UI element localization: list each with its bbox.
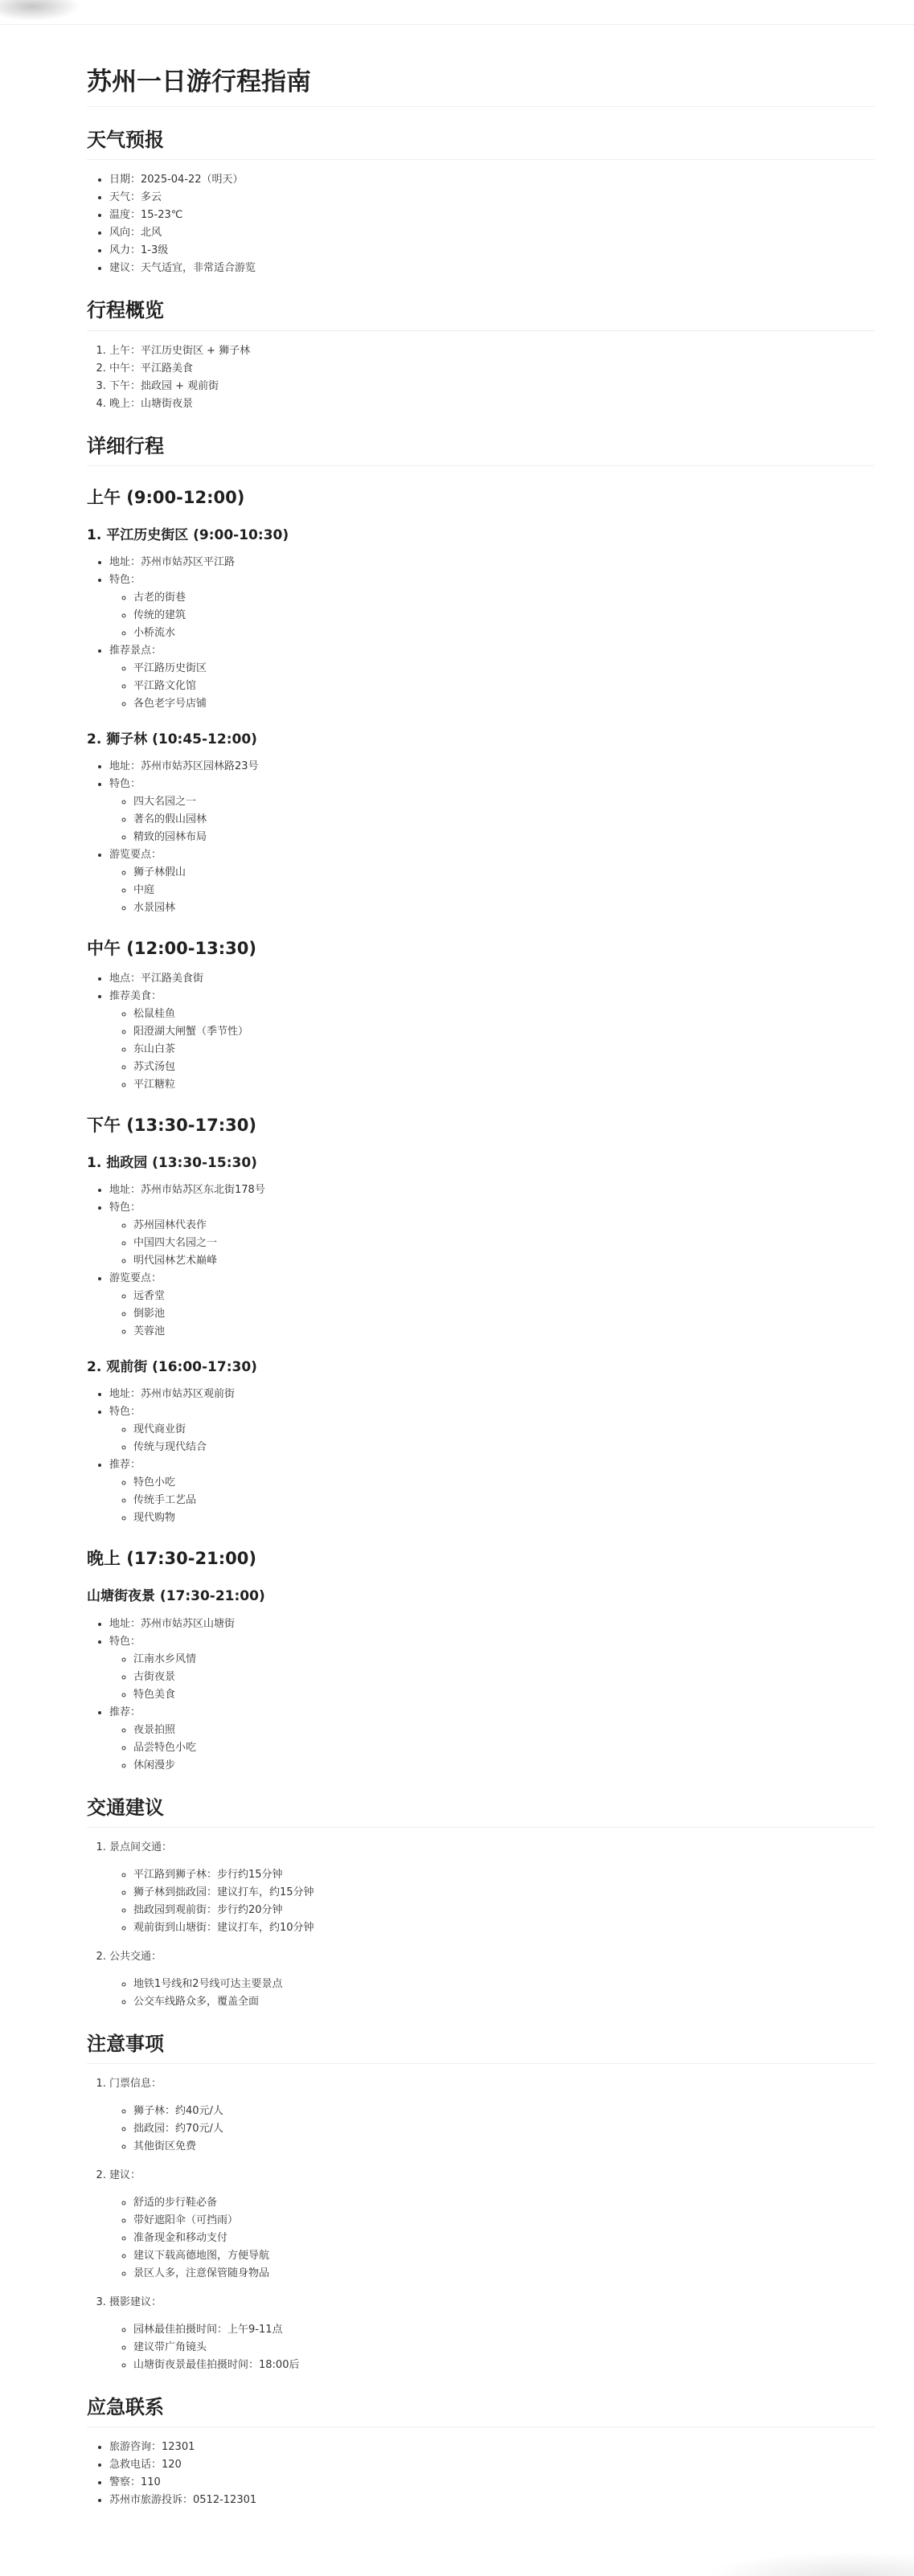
list-item: ◦ 四大名园之一 xyxy=(133,793,875,811)
contacts-heading: 应急联系 xyxy=(87,2395,875,2427)
list-item: ◦ 精致的园林布局 xyxy=(133,829,875,846)
spot-list-shantang xyxy=(87,1616,875,1775)
top-bar xyxy=(0,0,914,25)
spot-heading-humble-garden: 1. 拙政园 (13:30-15:30) xyxy=(87,1154,257,1171)
overview-list xyxy=(87,342,875,413)
list-item: ◦ 带好遮阳伞（可挡雨） xyxy=(133,2212,875,2230)
list-item: ◦ 准备现金和移动支付 xyxy=(133,2230,875,2247)
list-item: • 地址：苏州市姑苏区山塘街 xyxy=(109,1616,875,1633)
list-item: • 急救电话：120 xyxy=(109,2456,875,2474)
list-item: • 游览要点： ◦ 狮子林假山 ◦ 中庭 ◦ 水景园林 xyxy=(109,846,875,917)
list-item: • 特色： ◦ 苏州园林代表作 ◦ 中国四大名园之一 ◦ 明代园林艺术巅峰 xyxy=(109,1199,875,1270)
spot-list-lion-grove xyxy=(87,758,875,917)
list-item: • 地址：苏州市姑苏区园林路23号 xyxy=(109,758,875,776)
list-item: • 警察：110 xyxy=(109,2474,875,2492)
spot-heading-guanqian: 2. 观前街 (16:00-17:30) xyxy=(87,1359,257,1376)
list-item: • 地址：苏州市姑苏区东北街178号 xyxy=(109,1182,875,1199)
noon-heading: 中午 (12:00-13:30) xyxy=(87,939,256,959)
list-item: • 风力：1-3级 xyxy=(109,242,875,260)
list-item: ◦ 江南水乡风情 xyxy=(133,1651,875,1669)
list-item: 3. 下午：拙政园 + 观前街 xyxy=(109,378,875,395)
list-item: • 特色： ◦ 四大名园之一 ◦ 著名的假山园林 ◦ 精致的园林布局 xyxy=(109,776,875,846)
list-item: ◦ 品尝特色小吃 xyxy=(133,1739,875,1757)
weather-heading: 天气预报 xyxy=(87,128,875,160)
list-item: 2. 建议： ◦ 舒适的步行鞋必备 ◦ 带好遮阳伞（可挡雨） ◦ 准备现金和移动支付 ◦ 建议下载高德地图，方便导航 ◦ 景区人多，注意保管随身物品 xyxy=(109,2167,875,2283)
list-item: • 地点：平江路美食街 xyxy=(109,970,875,988)
list-item: ◦ 传统的建筑 xyxy=(133,607,875,625)
list-item: ◦ 观前街到山塘街：建议打车，约10分钟 xyxy=(133,1919,875,1937)
details-heading: 详细行程 xyxy=(87,434,875,466)
spot-heading-shantang: 山塘街夜景 (17:30-21:00) xyxy=(87,1588,265,1605)
list-item: • 推荐景点： ◦ 平江路历史街区 ◦ 平江路文化馆 ◦ 各色老字号店铺 xyxy=(109,642,875,713)
notes-heading: 注意事项 xyxy=(87,2032,875,2064)
list-item: ◦ 其他街区免费 xyxy=(133,2138,875,2156)
list-item: ◦ 传统与现代结合 xyxy=(133,1439,875,1456)
morning-heading: 上午 (9:00-12:00) xyxy=(87,487,245,507)
transport-list xyxy=(87,1839,875,2011)
list-item: ◦ 平江路历史街区 xyxy=(133,660,875,678)
list-item: ◦ 古老的街巷 xyxy=(133,589,875,607)
list-item: ◦ 狮子林到拙政园：建议打车，约15分钟 xyxy=(133,1884,875,1902)
list-item: ◦ 现代购物 xyxy=(133,1509,875,1527)
list-item: ◦ 现代商业街 xyxy=(133,1421,875,1439)
spot-heading-pingjiang: 1. 平江历史街区 (9:00-10:30) xyxy=(87,527,289,544)
overview-heading: 行程概览 xyxy=(87,298,875,330)
list-item: ◦ 舒适的步行鞋必备 xyxy=(133,2194,875,2212)
blurred-logo xyxy=(0,0,80,21)
list-item: • 地址：苏州市姑苏区平江路 xyxy=(109,554,875,571)
list-item: 1. 景点间交通： ◦ 平江路到狮子林：步行约15分钟 ◦ 狮子林到拙政园：建议打车，约15分钟 ◦ 拙政园到观前街：步行约20分钟 ◦ 观前街到山塘街：建议打车，约10分钟 xyxy=(109,1839,875,1937)
spot-list-pingjiang xyxy=(87,554,875,713)
list-item: ◦ 松鼠桂鱼 xyxy=(133,1005,875,1023)
list-item: • 地址：苏州市姑苏区观前街 xyxy=(109,1386,875,1403)
evening-heading: 晚上 (17:30-21:00) xyxy=(87,1549,256,1569)
list-item: 1. 门票信息： ◦ 狮子林：约40元/人 ◦ 拙政园：约70元/人 ◦ 其他街区免费 xyxy=(109,2075,875,2156)
list-item: ◦ 狮子林：约40元/人 xyxy=(133,2103,875,2120)
list-item: • 建议：天气适宜，非常适合游览 xyxy=(109,260,875,277)
list-item: ◦ 特色美食 xyxy=(133,1686,875,1704)
list-item: • 推荐： ◦ 夜景拍照 ◦ 品尝特色小吃 ◦ 休闲漫步 xyxy=(109,1704,875,1775)
list-item: ◦ 园林最佳拍摄时间：上午9-11点 xyxy=(133,2321,875,2339)
list-item: ◦ 苏州园林代表作 xyxy=(133,1217,875,1235)
list-item: 1. 上午：平江历史街区 + 狮子林 xyxy=(109,342,875,360)
list-item: • 旅游咨询：12301 xyxy=(109,2439,875,2456)
list-item: ◦ 平江路到狮子林：步行约15分钟 xyxy=(133,1866,875,1884)
list-item: ◦ 明代园林艺术巅峰 xyxy=(133,1252,875,1270)
document-body xyxy=(87,55,875,2509)
list-item: ◦ 拙政园到观前街：步行约20分钟 xyxy=(133,1902,875,1919)
list-item: ◦ 平江路文化馆 xyxy=(133,678,875,695)
page-title: 苏州一日游行程指南 xyxy=(87,66,875,107)
notes-list xyxy=(87,2075,875,2374)
list-item: 4. 晚上：山塘街夜景 xyxy=(109,395,875,413)
list-item: ◦ 中国四大名园之一 xyxy=(133,1235,875,1252)
list-item: ◦ 传统手工艺品 xyxy=(133,1492,875,1509)
list-item: ◦ 芙蓉池 xyxy=(133,1323,875,1341)
list-item: ◦ 阳澄湖大闸蟹（季节性） xyxy=(133,1023,875,1041)
list-item: ◦ 苏式汤包 xyxy=(133,1059,875,1076)
list-item: ◦ 平江糖粒 xyxy=(133,1076,875,1094)
contacts-list xyxy=(87,2439,875,2509)
list-item: ◦ 倒影池 xyxy=(133,1305,875,1323)
list-item: ◦ 建议带广角镜头 xyxy=(133,2339,875,2357)
list-item: ◦ 夜景拍照 xyxy=(133,1722,875,1739)
list-item: ◦ 建议下载高德地图，方便导航 xyxy=(133,2247,875,2265)
list-item: • 温度：15-23℃ xyxy=(109,207,875,224)
list-item: ◦ 狮子林假山 xyxy=(133,864,875,882)
list-item: ◦ 公交车线路众多，覆盖全面 xyxy=(133,1993,875,2011)
spot-list-guanqian xyxy=(87,1386,875,1527)
list-item: ◦ 著名的假山园林 xyxy=(133,811,875,829)
list-item: 3. 摄影建议： ◦ 园林最佳拍摄时间：上午9-11点 ◦ 建议带广角镜头 ◦ 山塘街夜景最佳拍摄时间：18:00后 xyxy=(109,2294,875,2374)
list-item: ◦ 中庭 xyxy=(133,882,875,899)
list-item: • 特色： ◦ 江南水乡风情 ◦ 古街夜景 ◦ 特色美食 xyxy=(109,1633,875,1704)
afternoon-heading: 下午 (13:30-17:30) xyxy=(87,1115,256,1135)
list-item: 2. 中午：平江路美食 xyxy=(109,360,875,378)
list-item: • 特色： ◦ 现代商业街 ◦ 传统与现代结合 xyxy=(109,1403,875,1456)
list-item: ◦ 水景园林 xyxy=(133,899,875,917)
list-item: ◦ 各色老字号店铺 xyxy=(133,695,875,713)
noon-list xyxy=(87,970,875,1094)
list-item: • 推荐： ◦ 特色小吃 ◦ 传统手工艺品 ◦ 现代购物 xyxy=(109,1456,875,1527)
list-item: • 日期：2025-04-22（明天） xyxy=(109,171,875,189)
list-item: ◦ 远香堂 xyxy=(133,1288,875,1305)
transport-heading: 交通建议 xyxy=(87,1796,875,1828)
list-item: ◦ 东山白茶 xyxy=(133,1041,875,1059)
list-item: • 推荐美食： ◦ 松鼠桂鱼 ◦ 阳澄湖大闸蟹（季节性） ◦ 东山白茶 ◦ 苏式汤包 ◦ 平江糖粒 xyxy=(109,988,875,1094)
spot-list-humble-garden xyxy=(87,1182,875,1341)
list-item: ◦ 特色小吃 xyxy=(133,1474,875,1492)
weather-list xyxy=(87,171,875,277)
list-item: ◦ 拙政园：约70元/人 xyxy=(133,2120,875,2138)
list-item: • 风向：北风 xyxy=(109,224,875,242)
list-item: • 特色： ◦ 古老的街巷 ◦ 传统的建筑 ◦ 小桥流水 xyxy=(109,571,875,642)
list-item: 2. 公共交通： ◦ 地铁1号线和2号线可达主要景点 ◦ 公交车线路众多，覆盖全面 xyxy=(109,1948,875,2011)
list-item: ◦ 小桥流水 xyxy=(133,625,875,642)
list-item: • 游览要点： ◦ 远香堂 ◦ 倒影池 ◦ 芙蓉池 xyxy=(109,1270,875,1341)
spot-heading-lion-grove: 2. 狮子林 (10:45-12:00) xyxy=(87,731,257,748)
list-item: ◦ 山塘街夜景最佳拍摄时间：18:00后 xyxy=(133,2357,875,2374)
list-item: ◦ 景区人多，注意保管随身物品 xyxy=(133,2265,875,2283)
list-item: • 苏州市旅游投诉：0512-12301 xyxy=(109,2492,875,2509)
list-item: • 天气：多云 xyxy=(109,189,875,207)
bottom-shadow xyxy=(705,2552,914,2576)
list-item: ◦ 地铁1号线和2号线可达主要景点 xyxy=(133,1976,875,1993)
list-item: ◦ 古街夜景 xyxy=(133,1669,875,1686)
list-item: ◦ 休闲漫步 xyxy=(133,1757,875,1775)
